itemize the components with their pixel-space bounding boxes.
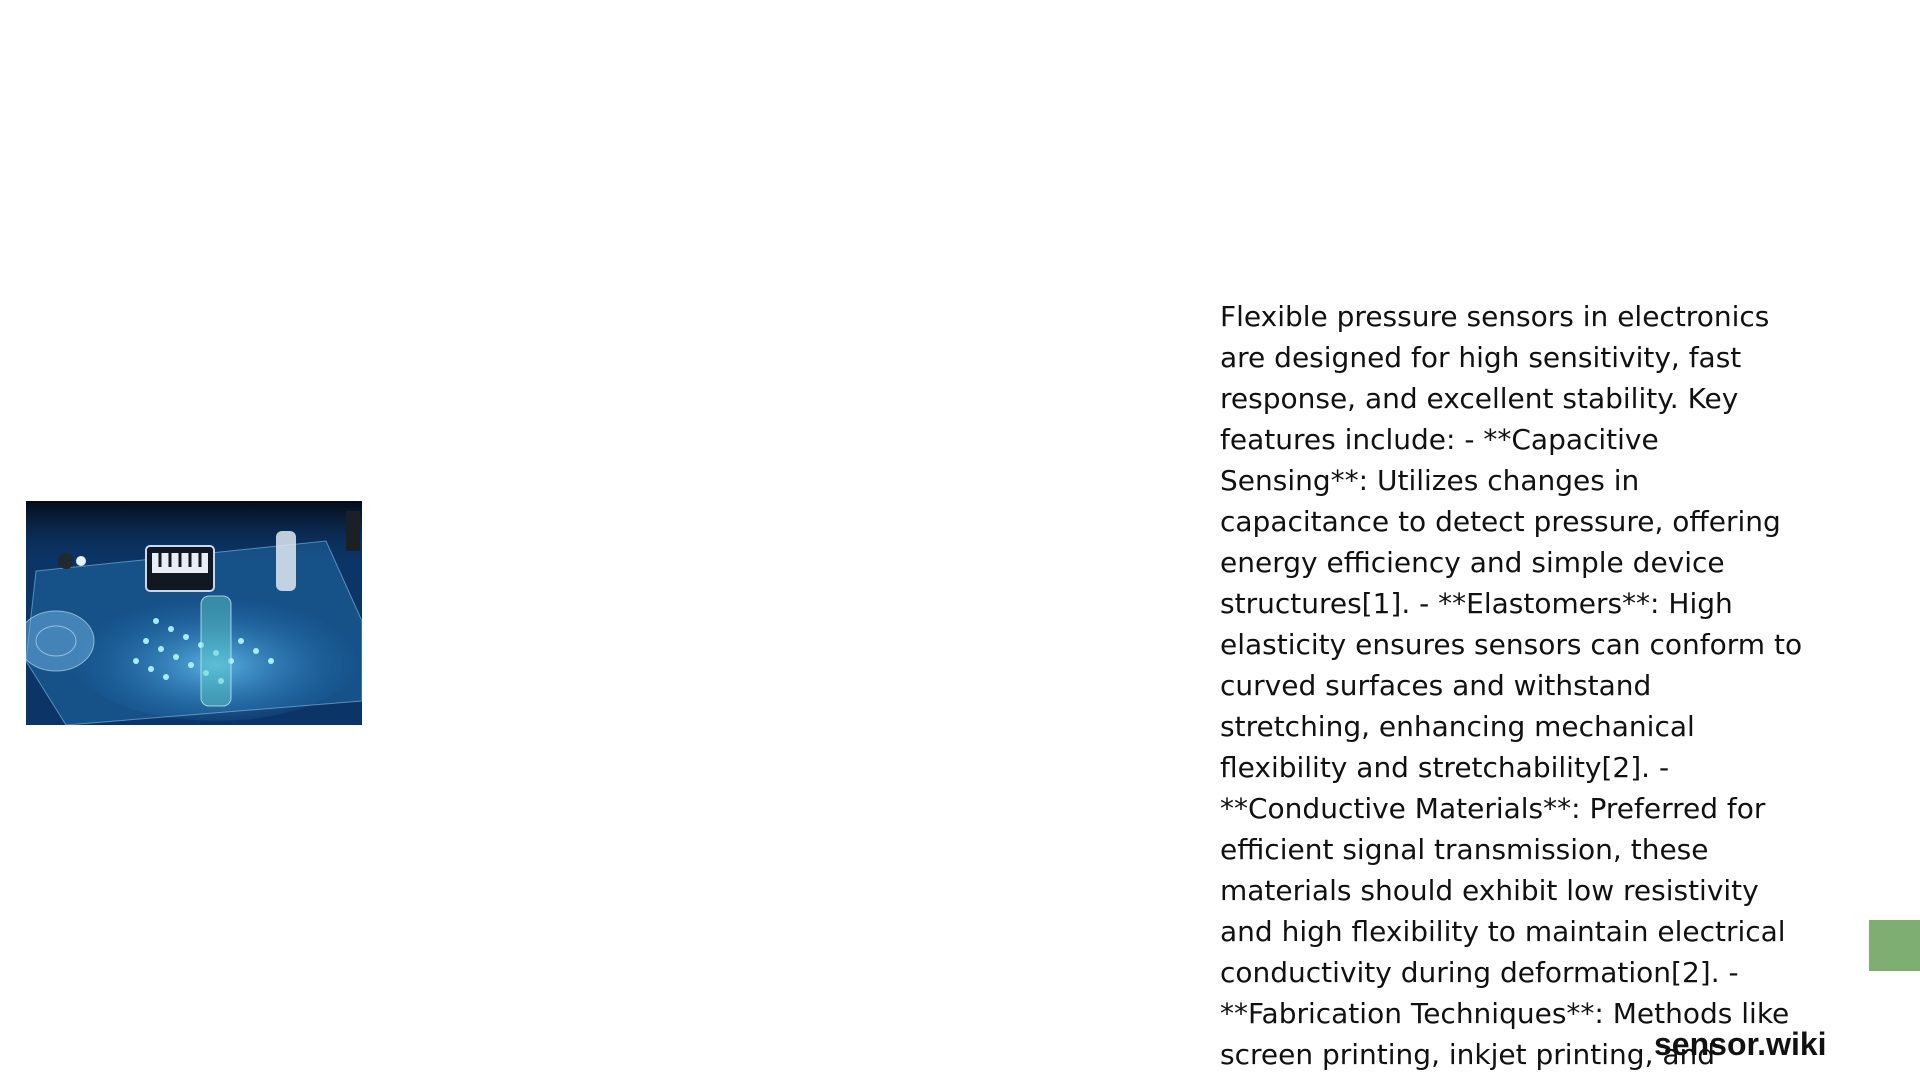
sensor-photo [26,501,362,725]
brand-watermark: sensor.wiki [1654,1026,1827,1062]
slide-body-text: Flexible pressure sensors in electronics are designed for high sensitivity, fast response, and excellent stability. Key features include: - **Capacitive Sensing**: Utilizes changes in capacitance to detect pressure, offering energy efficiency and simple device structures[1]. - **Elastomers**: High elasticity ensures sensors can conform to curved surfaces and withstand stretching, enhancing mechanical flexibility and stretchability[2]. - **Conductive Materials**: Preferred for efficient signal transmission, these materials should exhibit low resistivity and high flexibility to maintain electrical conductivity during deformation[2]. - **Fabrication Techniques**: Methods like screen printing, inkjet printing, and [1220,300,1803,1071]
sensor-photo-illustration [26,501,362,725]
side-tab[interactable] [1869,920,1920,971]
